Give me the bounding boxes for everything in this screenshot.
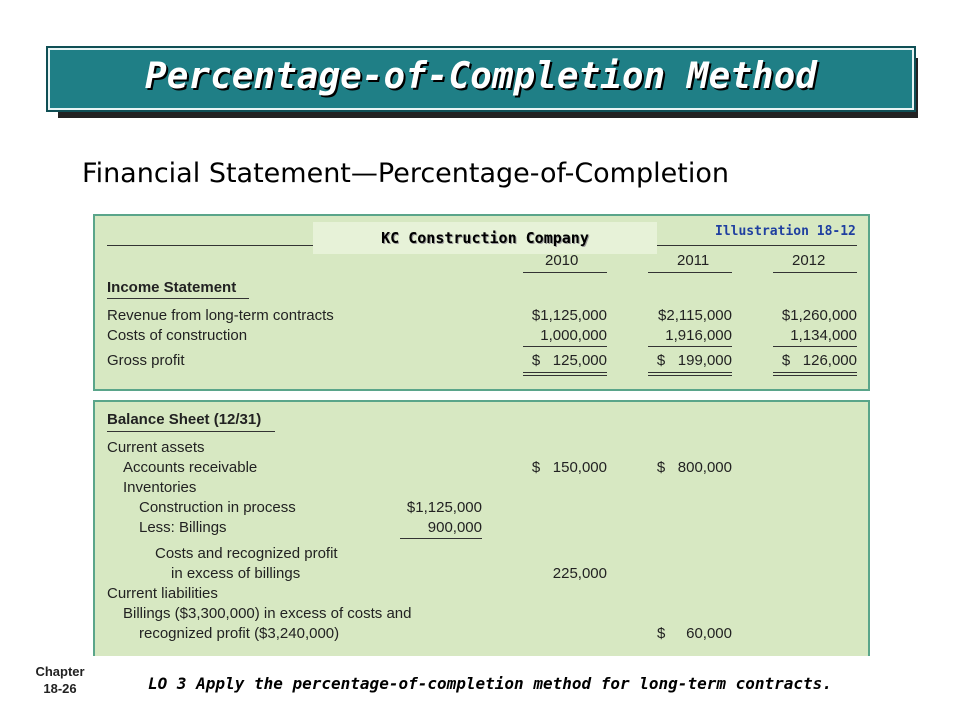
subtotal-rule: [523, 346, 607, 347]
current-liabilities-label: Current liabilities: [107, 585, 218, 602]
balance-sheet-heading: Balance Sheet (12/31): [107, 411, 262, 428]
cell-value: $ 199,000: [656, 352, 732, 369]
cell-value: $ 60,000: [656, 625, 732, 642]
subtitle: Financial Statement—Percentage-of-Completion: [82, 158, 729, 189]
row-label: Gross profit: [107, 352, 185, 369]
cell-value: $ 150,000: [531, 459, 607, 476]
company-name: KC Construction Company: [381, 229, 589, 247]
cell-value: $1,125,000: [531, 307, 607, 324]
chapter-label: [20, 663, 100, 697]
costs-excess-label-1: Costs and recognized profit: [155, 545, 338, 562]
current-assets-label: Current assets: [107, 439, 205, 456]
company-banner: [313, 222, 657, 254]
cell-value: $ 800,000: [656, 459, 732, 476]
chapter-page: 18-26: [43, 681, 77, 696]
year-2011: 2011: [677, 252, 710, 269]
double-rule: [648, 375, 732, 376]
income-statement-heading: Income Statement: [107, 279, 237, 296]
accounts-receivable-label: Accounts receivable: [123, 459, 258, 476]
row-label: Revenue from long-term contracts: [107, 307, 334, 324]
learning-objective: LO 3 Apply the percentage-of-completion method for long-term contracts.: [148, 674, 832, 693]
heading-underline: [107, 298, 249, 299]
cell-value: 1,916,000: [665, 327, 732, 344]
billings-excess-label-2: recognized profit ($3,240,000): [139, 625, 340, 642]
year-rule: [523, 272, 607, 273]
billings-excess-label-1: Billings ($3,300,000) in excess of costs and: [123, 605, 412, 622]
income-statement-panel: [93, 214, 870, 391]
year-rule: [648, 272, 732, 273]
costs-excess-label-2: in excess of billings: [171, 565, 301, 582]
subtotal-rule: [773, 346, 857, 347]
cell-value: $2,115,000: [658, 307, 732, 324]
year-2010: 2010: [545, 252, 579, 269]
double-rule: [523, 375, 607, 376]
construction-in-process-label: Construction in process: [139, 499, 296, 516]
chapter-text: Chapter: [35, 664, 85, 679]
cell-value: 1,134,000: [790, 327, 857, 344]
illustration-label: Illustration 18-12: [715, 224, 856, 239]
less-billings-label: Less: Billings: [139, 519, 227, 536]
header-rule-right: [657, 245, 857, 246]
double-rule: [773, 375, 857, 376]
header-rule-left: [107, 245, 315, 246]
double-rule: [648, 372, 732, 373]
inventories-label: Inventories: [123, 479, 197, 496]
cell-value: 900,000: [427, 519, 482, 536]
cell-value: 1,000,000: [540, 327, 607, 344]
subtotal-rule: [400, 538, 482, 539]
cell-value: $1,125,000: [406, 499, 482, 516]
double-rule: [523, 372, 607, 373]
balance-sheet-panel: [93, 400, 870, 656]
subtotal-rule: [648, 346, 732, 347]
double-rule: [773, 372, 857, 373]
cell-value: $ 126,000: [781, 352, 857, 369]
cell-value: $1,260,000: [781, 307, 857, 324]
year-2012: 2012: [792, 252, 826, 269]
heading-underline: [107, 431, 275, 432]
row-label: Costs of construction: [107, 327, 248, 344]
title-banner: [48, 48, 914, 110]
cell-value: 225,000: [552, 565, 607, 582]
slide-title: Percentage-of-Completion Method: [145, 56, 817, 97]
year-rule: [773, 272, 857, 273]
cell-value: $ 125,000: [531, 352, 607, 369]
